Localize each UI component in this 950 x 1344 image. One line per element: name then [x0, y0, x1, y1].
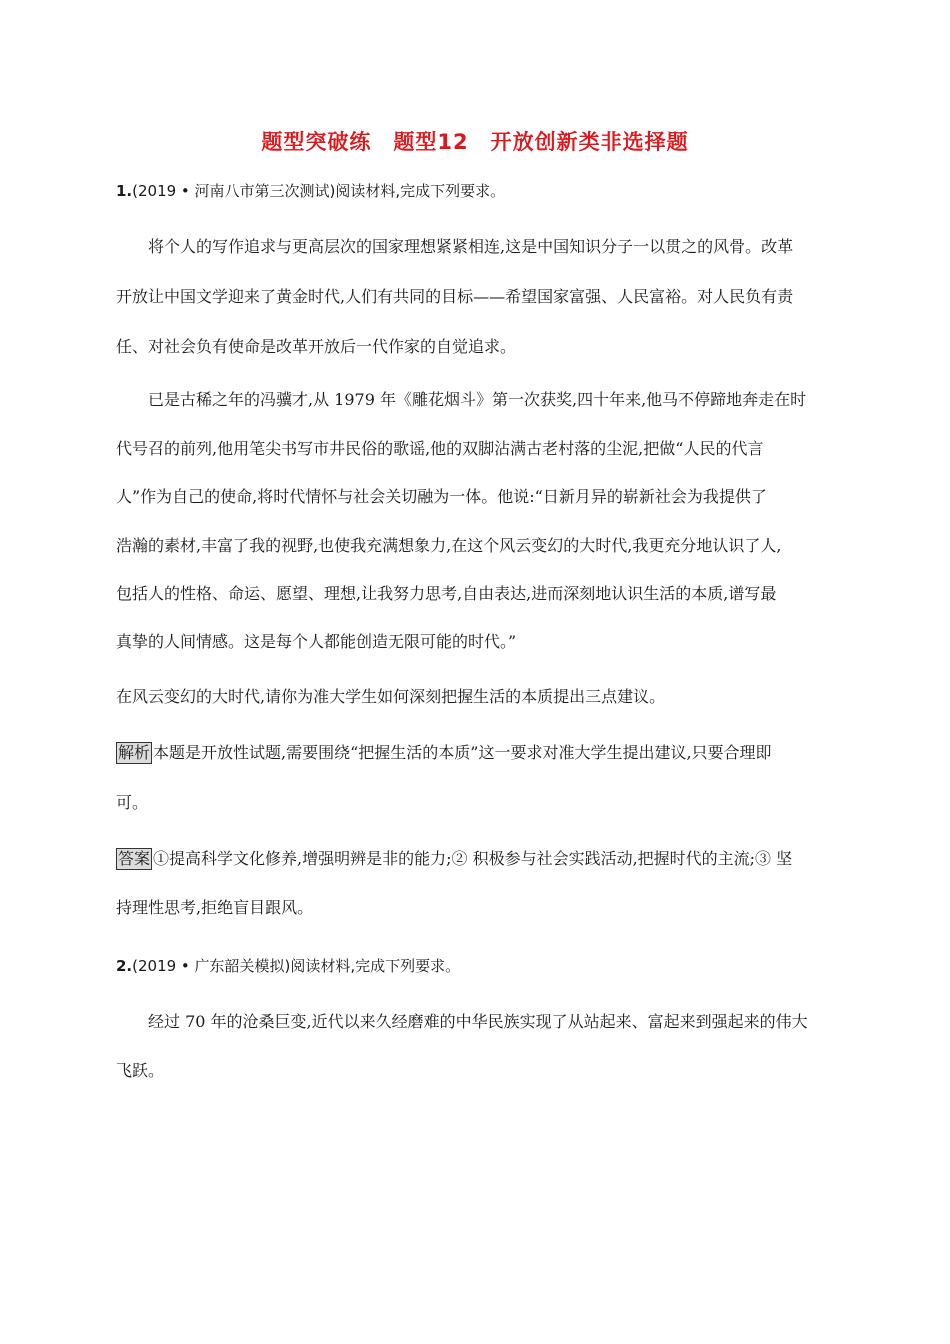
q1-answer-text: ①提高科学文化修养,增强明辨是非的能力;② 积极参与社会实践活动,把握时代的主流;③ 坚 [153, 849, 793, 868]
q1-para1-line-3: 任、对社会负有使命是改革开放后一代作家的自觉追求。 [116, 337, 517, 356]
q2-para1-line-1: 经过 70 年的沧桑巨变,近代以来久经磨难的中华民族实现了从站起来、富起来到强起来的伟大 [148, 1012, 808, 1031]
q1-para1-line-2: 开放让中国文学迎来了黄金时代,人们有共同的目标——希望国家富强、人民富裕。对人民负有责 [116, 287, 794, 306]
q1-question: 在风云变幻的大时代,请你为准大学生如何深刻把握生活的本质提出三点建议。 [116, 687, 666, 706]
q1-para2-line-3: 人”作为自己的使命,将时代情怀与社会关切融为一体。他说:“日新月异的崭新社会为我提供了 [116, 487, 767, 506]
q1-para2-line-6: 真挚的人间情感。这是每个人都能创造无限可能的时代。” [116, 632, 517, 651]
answer-tag: 答案 [118, 849, 151, 868]
q1-answer-line-2: 持理性思考,拒绝盲目跟风。 [116, 898, 314, 917]
q1-analysis-text: 本题是开放性试题,需要围绕“把握生活的本质”这一要求对准大学生提出建议,只要合理即 [153, 743, 772, 762]
analysis-tag: 解析 [118, 743, 151, 762]
page-title: 题型突破练 题型12 开放创新类非选择题 [261, 130, 689, 154]
q2-para1-line-2: 飞跃。 [116, 1061, 165, 1080]
q1-para2-line-4: 浩瀚的素材,丰富了我的视野,也使我充满想象力,在这个风云变幻的大时代,我更充分地认识了人, [116, 536, 782, 555]
question-1-header [116, 180, 505, 202]
question-2-number: 2. [116, 957, 133, 975]
q1-para1-line-1: 将个人的写作追求与更高层次的国家理想紧紧相连,这是中国知识分子一以贯之的风骨。改革 [148, 237, 794, 256]
q1-analysis-line-1 [116, 742, 772, 764]
question-2-source: (2019 • 广东韶关模拟)阅读材料,完成下列要求。 [132, 957, 461, 975]
question-1-number: 1. [116, 182, 133, 200]
q1-answer-line-1 [116, 848, 792, 870]
q1-analysis-line-2: 可。 [116, 793, 149, 812]
q1-para2-line-1: 已是古稀之年的冯骥才,从 1979 年《雕花烟斗》第一次获奖,四十年来,他马不停蹄地奔走在时 [148, 390, 807, 409]
question-2-header [116, 955, 460, 977]
q1-para2-line-2: 代号召的前列,他用笔尖书写市井民俗的歌谣,他的双脚沾满古老村落的尘泥,把做“人民的代言 [116, 439, 764, 458]
question-1-source: (2019 • 河南八市第三次测试)阅读材料,完成下列要求。 [132, 182, 506, 200]
q1-para2-line-5: 包括人的性格、命运、愿望、理想,让我努力思考,自由表达,进而深刻地认识生活的本质,谱写最 [116, 584, 777, 603]
